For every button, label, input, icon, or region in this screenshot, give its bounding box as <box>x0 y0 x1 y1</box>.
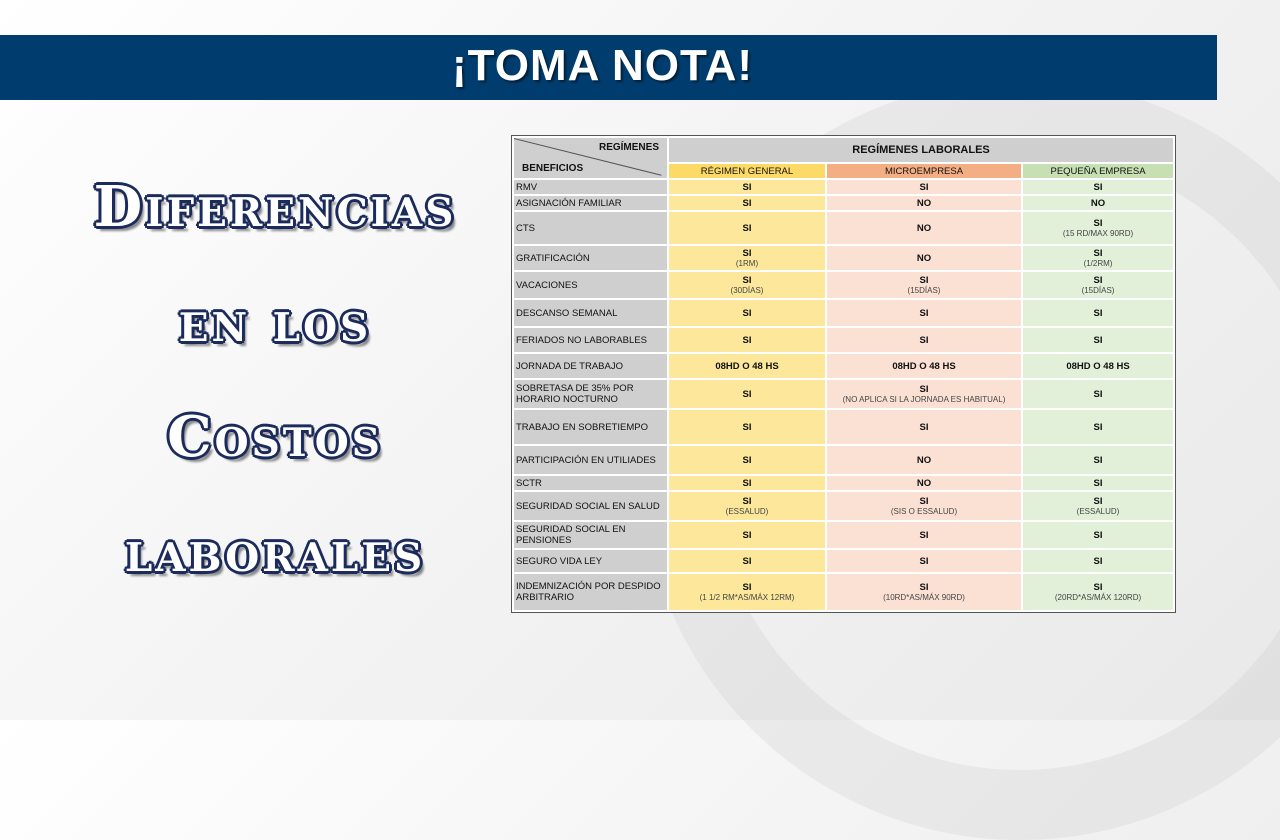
cell-micro <box>826 353 1022 379</box>
cell-general <box>668 409 826 445</box>
table-row <box>513 491 1174 521</box>
cell-value: 08HD O 48 HS <box>1066 360 1130 372</box>
cell-micro <box>826 409 1022 445</box>
corner-label-regimes: REGÍMENES <box>598 142 659 153</box>
cell-value: SI <box>1093 275 1103 286</box>
cell-value: SI <box>919 582 929 593</box>
cell-micro <box>826 549 1022 573</box>
cell-pequena <box>1022 475 1174 491</box>
cell-pequena <box>1022 353 1174 379</box>
cell-note: (15DÍAS) <box>907 286 941 295</box>
cell-value: SI <box>742 388 752 400</box>
cell-value: SI <box>742 555 752 567</box>
benefit-label: SEGURIDAD SOCIAL EN PENSIONES <box>513 521 668 549</box>
cell-note: (ESSALUD) <box>1076 507 1120 516</box>
cell-value: SI <box>1093 582 1103 593</box>
cell-value: SI <box>919 529 929 541</box>
table-row <box>513 195 1174 211</box>
cell-value: NO <box>916 197 932 209</box>
title-line-1: Diferencias <box>93 174 457 240</box>
cell-value: SI <box>1093 496 1103 507</box>
benefit-label: SEGURIDAD SOCIAL EN SALUD <box>513 491 668 521</box>
benefit-label: DESCANSO SEMANAL <box>513 299 668 327</box>
cell-value: SI <box>1093 421 1103 433</box>
cell-value: SI <box>742 477 752 489</box>
table-row <box>513 179 1174 195</box>
cell-micro <box>826 491 1022 521</box>
cell-value: SI <box>742 529 752 541</box>
cell-micro <box>826 445 1022 475</box>
cell-general <box>668 445 826 475</box>
cell-general <box>668 299 826 327</box>
benefit-label: SOBRETASA DE 35% POR HORARIO NOCTURNO <box>513 379 668 409</box>
cell-general <box>668 245 826 271</box>
cell-value: NO <box>916 252 932 264</box>
cell-general <box>668 211 826 245</box>
benefit-label: TRABAJO EN SOBRETIEMPO <box>513 409 668 445</box>
table-row <box>513 379 1174 409</box>
cell-value: SI <box>742 197 752 209</box>
benefit-label: RMV <box>513 179 668 195</box>
cell-pequena <box>1022 379 1174 409</box>
cell-value: SI <box>742 582 752 593</box>
cell-value: SI <box>919 307 929 319</box>
cell-note: (NO APLICA SI LA JORNADA ES HABITUAL) <box>842 395 1006 404</box>
table-row <box>513 445 1174 475</box>
cell-pequena <box>1022 179 1174 195</box>
column-header-general: RÉGIMEN GENERAL <box>668 163 826 179</box>
cell-value: SI <box>1093 334 1103 346</box>
cell-pequena <box>1022 573 1174 611</box>
cell-note: (SIS O ESSALUD) <box>890 507 958 516</box>
cell-micro <box>826 211 1022 245</box>
cell-value: SI <box>1093 181 1103 193</box>
cell-value: SI <box>742 248 752 259</box>
cell-general <box>668 573 826 611</box>
table-row <box>513 475 1174 491</box>
cell-value: SI <box>1093 454 1103 466</box>
table-row <box>513 549 1174 573</box>
cell-note: (15DÍAS) <box>1081 286 1115 295</box>
title-line-3: Costos <box>167 404 383 470</box>
benefit-label: CTS <box>513 211 668 245</box>
table-row <box>513 245 1174 271</box>
table-row <box>513 327 1174 353</box>
cell-value: SI <box>1093 529 1103 541</box>
banner-title: ¡TOMA NOTA! <box>452 41 754 90</box>
cell-value: SI <box>919 421 929 433</box>
cell-micro <box>826 271 1022 299</box>
benefit-label: GRATIFICACIÓN <box>513 245 668 271</box>
cell-value: SI <box>1093 248 1103 259</box>
cell-value: SI <box>919 496 929 507</box>
cell-value: 08HD O 48 HS <box>715 360 779 372</box>
benefit-label: FERIADOS NO LABORABLES <box>513 327 668 353</box>
cell-note: (1 1/2 RM*AS/MÁX 12RM) <box>699 593 795 602</box>
benefit-label: SCTR <box>513 475 668 491</box>
cell-micro <box>826 245 1022 271</box>
slide-title <box>40 150 510 610</box>
cell-note: (1/2RM) <box>1083 259 1113 268</box>
cell-pequena <box>1022 299 1174 327</box>
cell-value: SI <box>1093 218 1103 229</box>
table-row <box>513 353 1174 379</box>
benefit-label: JORNADA DE TRABAJO <box>513 353 668 379</box>
cell-general <box>668 491 826 521</box>
column-header-micro: MICROEMPRESA <box>826 163 1022 179</box>
cell-general <box>668 195 826 211</box>
cell-note: (10RD*AS/MÁX 90RD) <box>883 593 965 602</box>
cell-pequena <box>1022 409 1174 445</box>
cell-micro <box>826 379 1022 409</box>
cell-value: SI <box>742 222 752 234</box>
cell-value: SI <box>742 334 752 346</box>
cell-pequena <box>1022 327 1174 353</box>
cell-value: SI <box>1093 307 1103 319</box>
table-row <box>513 409 1174 445</box>
cell-micro <box>826 521 1022 549</box>
cell-general <box>668 549 826 573</box>
regimes-group-header: REGÍMENES LABORALES <box>668 137 1174 163</box>
cell-general <box>668 271 826 299</box>
cell-micro <box>826 475 1022 491</box>
table-row <box>513 211 1174 245</box>
cell-pequena <box>1022 211 1174 245</box>
cell-general <box>668 179 826 195</box>
header-banner <box>0 35 1217 100</box>
benefit-label: INDEMNIZACIÓN POR DESPIDO ARBITRARIO <box>513 573 668 611</box>
benefit-label: PARTICIPACIÓN EN UTILIADES <box>513 445 668 475</box>
cell-pequena <box>1022 245 1174 271</box>
cell-value: SI <box>919 555 929 567</box>
cell-pequena <box>1022 445 1174 475</box>
table-row <box>513 573 1174 611</box>
cell-value: SI <box>919 334 929 346</box>
cell-value: SI <box>919 275 929 286</box>
cell-general <box>668 353 826 379</box>
cell-value: SI <box>1093 555 1103 567</box>
cell-pequena <box>1022 549 1174 573</box>
cell-note: (1RM) <box>735 259 759 268</box>
cell-value: SI <box>742 421 752 433</box>
cell-value: NO <box>916 477 932 489</box>
cell-micro <box>826 327 1022 353</box>
cell-value: SI <box>1093 388 1103 400</box>
benefit-label: VACACIONES <box>513 271 668 299</box>
title-line-4: laborales <box>124 519 426 585</box>
cell-note: (20RD*AS/MÁX 120RD) <box>1054 593 1142 602</box>
cell-value: NO <box>1090 197 1106 209</box>
table-row <box>513 521 1174 549</box>
table-row <box>513 271 1174 299</box>
cell-value: 08HD O 48 HS <box>892 360 956 372</box>
cell-pequena <box>1022 521 1174 549</box>
cell-value: SI <box>742 307 752 319</box>
cell-pequena <box>1022 271 1174 299</box>
benefit-label: ASIGNACIÓN FAMILIAR <box>513 195 668 211</box>
cell-note: (15 RD/MAX 90RD) <box>1062 229 1134 238</box>
cell-pequena <box>1022 491 1174 521</box>
cell-value: SI <box>742 181 752 193</box>
cell-value: SI <box>1093 477 1103 489</box>
column-header-pequena: PEQUEÑA EMPRESA <box>1022 163 1174 179</box>
cell-micro <box>826 179 1022 195</box>
cell-value: SI <box>742 275 752 286</box>
corner-label-benefits: BENEFICIOS <box>522 163 584 174</box>
labor-regimes-table <box>512 136 1175 612</box>
cell-general <box>668 327 826 353</box>
table-row <box>513 299 1174 327</box>
cell-value: SI <box>919 384 929 395</box>
cell-micro <box>826 299 1022 327</box>
cell-value: NO <box>916 454 932 466</box>
table-corner-header <box>513 137 668 179</box>
cell-general <box>668 521 826 549</box>
cell-note: (ESSALUD) <box>725 507 769 516</box>
cell-value: SI <box>742 454 752 466</box>
cell-micro <box>826 573 1022 611</box>
title-line-2: en los <box>178 289 372 355</box>
benefit-label: SEGURO VIDA LEY <box>513 549 668 573</box>
cell-value: NO <box>916 222 932 234</box>
cell-pequena <box>1022 195 1174 211</box>
cell-general <box>668 379 826 409</box>
cell-value: SI <box>919 181 929 193</box>
cell-note: (30DÍAS) <box>730 286 764 295</box>
cell-general <box>668 475 826 491</box>
cell-micro <box>826 195 1022 211</box>
cell-value: SI <box>742 496 752 507</box>
